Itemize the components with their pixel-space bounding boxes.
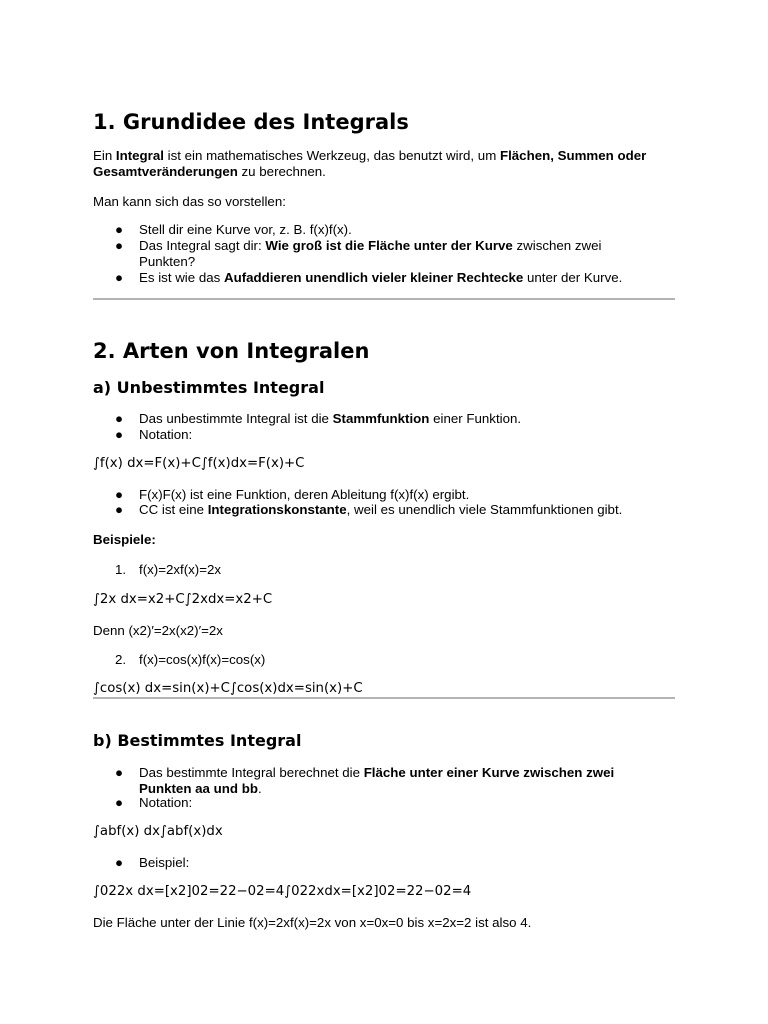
bullet-icon: ● (115, 222, 124, 237)
examples-label: Beispiele: (93, 532, 156, 547)
subsection-b-heading: b) Bestimmtes Integral (93, 731, 302, 750)
conclusion-text: Die Fläche unter der Linie f(x)=2xf(x)=2x von x=0x=0 bis x=2x=2 ist also 4. (93, 915, 532, 930)
section-1-intro: Ein Integral ist ein mathematisches Werkzeug, das benutzt wird, um Flächen, Summen oder Gesamtveränderungen zu berechnen. (93, 148, 647, 179)
formula-definite-integral: ∫abf(x) dx∫abf(x)dx (93, 824, 223, 839)
bullet-icon: ● (115, 411, 124, 426)
subsection-a-heading: a) Unbestimmtes Integral (93, 378, 325, 397)
bullet-icon: ● (115, 427, 124, 442)
formula-example-2: ∫cos(x) dx=sin(x)+C∫cos(x)dx=sin(x)+C (93, 681, 363, 696)
formula-definite-example: ∫022x dx=[x2]02=22−02=4∫022xdx=[x2]02=22−02=4 (93, 884, 472, 899)
section-1-lead: Man kann sich das so vorstellen: (93, 194, 286, 209)
example-1-note: Denn (x2)′=2x(x2)′=2x (93, 623, 223, 638)
bullet-icon: ● (115, 765, 124, 780)
bullet-icon: ● (115, 270, 124, 285)
section-1-heading: 1. Grundidee des Integrals (93, 110, 409, 134)
bullet-icon: ● (115, 855, 124, 870)
formula-indefinite-integral: ∫f(x) dx=F(x)+C∫f(x)dx=F(x)+C (93, 456, 305, 471)
bullet-icon: ● (115, 238, 124, 253)
bullet-icon: ● (115, 795, 124, 810)
section-2-heading: 2. Arten von Integralen (93, 339, 370, 363)
bullet-icon: ● (115, 487, 124, 502)
bullet-icon: ● (115, 502, 124, 517)
formula-example-1: ∫2x dx=x2+C∫2xdx=x2+C (93, 592, 273, 607)
horizontal-divider (93, 298, 675, 300)
horizontal-divider (93, 697, 675, 699)
